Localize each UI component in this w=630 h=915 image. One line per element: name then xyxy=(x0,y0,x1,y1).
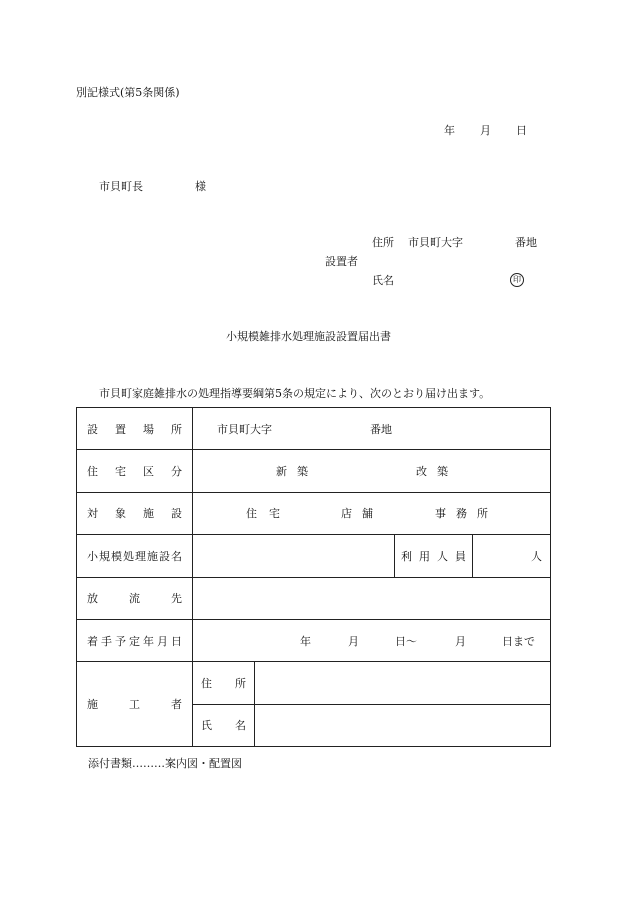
installer-address-suffix: 番地 xyxy=(515,236,537,249)
row-facility-name xyxy=(77,535,551,577)
row-housing xyxy=(77,450,551,492)
row-facility xyxy=(77,492,551,534)
installer-role: 設置者 xyxy=(325,255,358,268)
housing-option-new[interactable]: 新築 xyxy=(276,465,318,479)
addressee-honorific: 様 xyxy=(195,180,206,193)
contractor-address-field[interactable] xyxy=(255,662,551,704)
intro-text: 市貝町家庭雑排水の処理指導要綱第5条の規定により、次のとおり届け出ます。 xyxy=(99,387,491,400)
facility-field[interactable] xyxy=(193,492,551,534)
schedule-month-to: 月 xyxy=(455,634,466,648)
housing-label: 住宅区分 xyxy=(77,450,193,492)
schedule-day-to: 日まで xyxy=(502,634,535,648)
document-title: 小規模雑排水処理施設設置届出書 xyxy=(226,330,391,343)
schedule-day-from: 日〜 xyxy=(395,634,417,648)
housing-field[interactable] xyxy=(193,450,551,492)
installer-name-label: 氏名 xyxy=(372,274,394,287)
schedule-year: 年 xyxy=(300,634,311,648)
row-discharge xyxy=(77,577,551,619)
form-id: 別記様式(第5条関係) xyxy=(76,86,180,99)
seal-icon: 印 xyxy=(510,273,524,287)
location-label: 設置場所 xyxy=(77,408,193,450)
facility-option-office[interactable]: 事務所 xyxy=(435,507,498,521)
attachments-note: 添付書類………案内図・配置図 xyxy=(88,757,242,770)
contractor-name-field[interactable] xyxy=(255,704,551,746)
date-day-label: 日 xyxy=(516,124,527,137)
location-suffix: 番地 xyxy=(370,422,392,436)
contractor-address-label: 住所 xyxy=(193,662,255,704)
facility-name-field[interactable] xyxy=(193,535,395,577)
schedule-label: 着手予定年月日 xyxy=(77,619,193,661)
seal-mark xyxy=(510,273,524,287)
row-location xyxy=(77,408,551,450)
row-contractor-address xyxy=(77,662,551,704)
contractor-label: 施工者 xyxy=(77,662,193,747)
schedule-month: 月 xyxy=(348,634,359,648)
installer-address-label: 住所 xyxy=(372,236,394,249)
date-month-label: 月 xyxy=(480,124,491,137)
form-table xyxy=(76,407,551,747)
installer-address-value: 市貝町大字 xyxy=(408,236,463,249)
contractor-name-label: 氏名 xyxy=(193,704,255,746)
housing-option-rebuild[interactable]: 改築 xyxy=(416,465,458,479)
users-label: 利用人員 xyxy=(395,535,473,577)
schedule-field[interactable] xyxy=(193,619,551,661)
location-field[interactable] xyxy=(193,408,551,450)
addressee-name: 市貝町長 xyxy=(99,180,143,193)
row-schedule xyxy=(77,619,551,661)
location-value: 市貝町大字 xyxy=(217,422,272,436)
discharge-field[interactable] xyxy=(193,577,551,619)
date-year-label: 年 xyxy=(444,124,455,137)
facility-name-label: 小規模処理施設名 xyxy=(77,535,193,577)
users-field[interactable] xyxy=(473,535,551,577)
users-unit: 人 xyxy=(531,549,542,563)
facility-option-store[interactable]: 店舗 xyxy=(341,507,383,521)
discharge-label: 放流先 xyxy=(77,577,193,619)
facility-option-house[interactable]: 住宅 xyxy=(246,507,292,521)
facility-label: 対象施設 xyxy=(77,492,193,534)
